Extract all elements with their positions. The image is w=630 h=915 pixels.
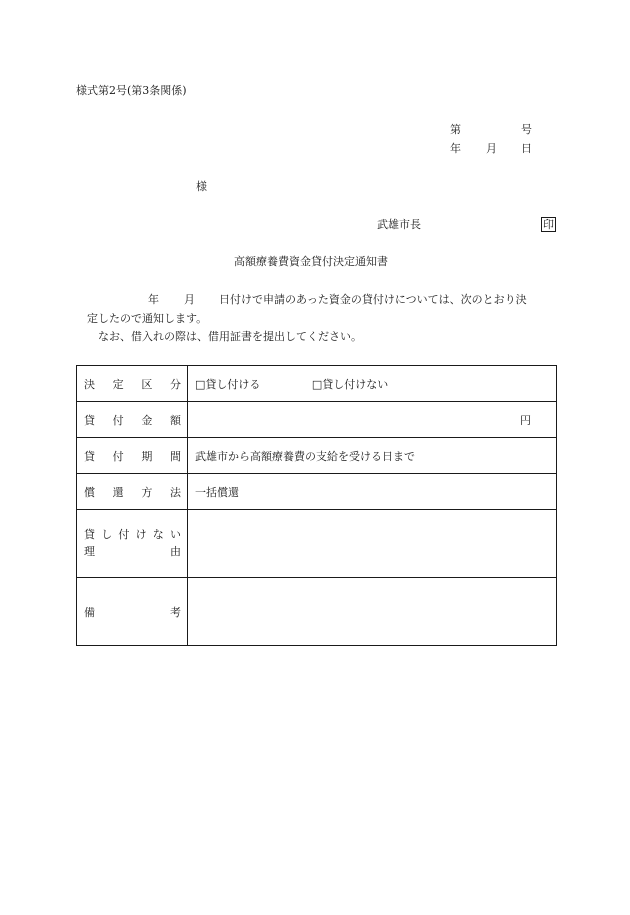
label-char: 分: [169, 377, 181, 391]
label-char: 付: [112, 413, 124, 427]
number-suffix: 号: [521, 123, 532, 136]
label-repayment: [77, 474, 188, 510]
option-lend-checkbox[interactable]: □貸し付ける: [195, 377, 261, 391]
number-prefix: 第: [450, 123, 461, 136]
body-line2: 定したので通知します。: [87, 312, 208, 325]
label-char: な: [152, 528, 164, 541]
label-remarks: [77, 578, 188, 646]
label-char: 間: [169, 449, 181, 463]
yen-unit: 円: [520, 413, 531, 427]
value-decision: [188, 366, 557, 402]
body-year: 年: [148, 293, 159, 306]
label-char: 金: [141, 413, 153, 427]
recipient-sama: 様: [196, 180, 207, 193]
label-char: 期: [141, 449, 153, 463]
label-char: 備: [84, 605, 95, 619]
body-line1: 日付けで申請のあった資金の貸付けについては、次のとおり決: [219, 293, 527, 306]
seal-mark: [541, 217, 556, 232]
label-char: 付: [118, 528, 130, 541]
seal-text: 印: [543, 218, 554, 231]
value-reason[interactable]: [188, 510, 557, 578]
label-decision: [77, 366, 188, 402]
period-text: 武雄市から高額療養費の支給を受ける日まで: [195, 449, 415, 463]
label-char: 還: [112, 485, 124, 499]
date-month: 月: [486, 142, 497, 155]
row-decision: [77, 366, 557, 402]
label-char: 方: [141, 485, 153, 499]
label-char: 由: [170, 545, 181, 558]
issuer-name: 武雄市長: [377, 218, 421, 231]
label-char: し: [101, 528, 113, 541]
value-amount[interactable]: [188, 402, 557, 438]
repayment-text: 一括償還: [195, 485, 239, 499]
label-period: [77, 438, 188, 474]
date-year: 年: [450, 142, 461, 155]
label-char: 貸: [84, 413, 95, 427]
label-char: け: [135, 528, 147, 541]
date-day: 日: [521, 142, 532, 155]
document-title: 高額療養費資金貸付決定通知書: [234, 255, 388, 268]
value-repayment: [188, 474, 557, 510]
option-not-lend-checkbox[interactable]: □貸し付けない: [311, 377, 389, 391]
label-char: 額: [169, 413, 181, 427]
label-char: 理: [84, 545, 95, 558]
body-month: 月: [184, 293, 195, 306]
form-number: 様式第2号(第3条関係): [76, 84, 187, 97]
row-remarks: [77, 578, 557, 646]
label-char: 償: [84, 485, 95, 499]
label-char: 法: [169, 485, 181, 499]
label-char: 定: [112, 377, 124, 391]
label-amount: [77, 402, 188, 438]
label-reason: [77, 510, 188, 578]
row-amount: [77, 402, 557, 438]
label-char: 考: [170, 605, 181, 619]
label-char: 貸: [84, 449, 95, 463]
value-period: [188, 438, 557, 474]
label-char: 区: [141, 377, 153, 391]
value-remarks[interactable]: [188, 578, 557, 646]
row-reason: [77, 510, 557, 578]
label-char: 付: [112, 449, 124, 463]
label-char: 決: [84, 377, 95, 391]
label-char: い: [169, 528, 181, 541]
row-period: [77, 438, 557, 474]
body-line3: なお、借入れの際は、借用証書を提出してください。: [98, 330, 362, 343]
label-char: 貸: [84, 528, 95, 541]
decision-table: [76, 365, 557, 646]
row-repayment: [77, 474, 557, 510]
